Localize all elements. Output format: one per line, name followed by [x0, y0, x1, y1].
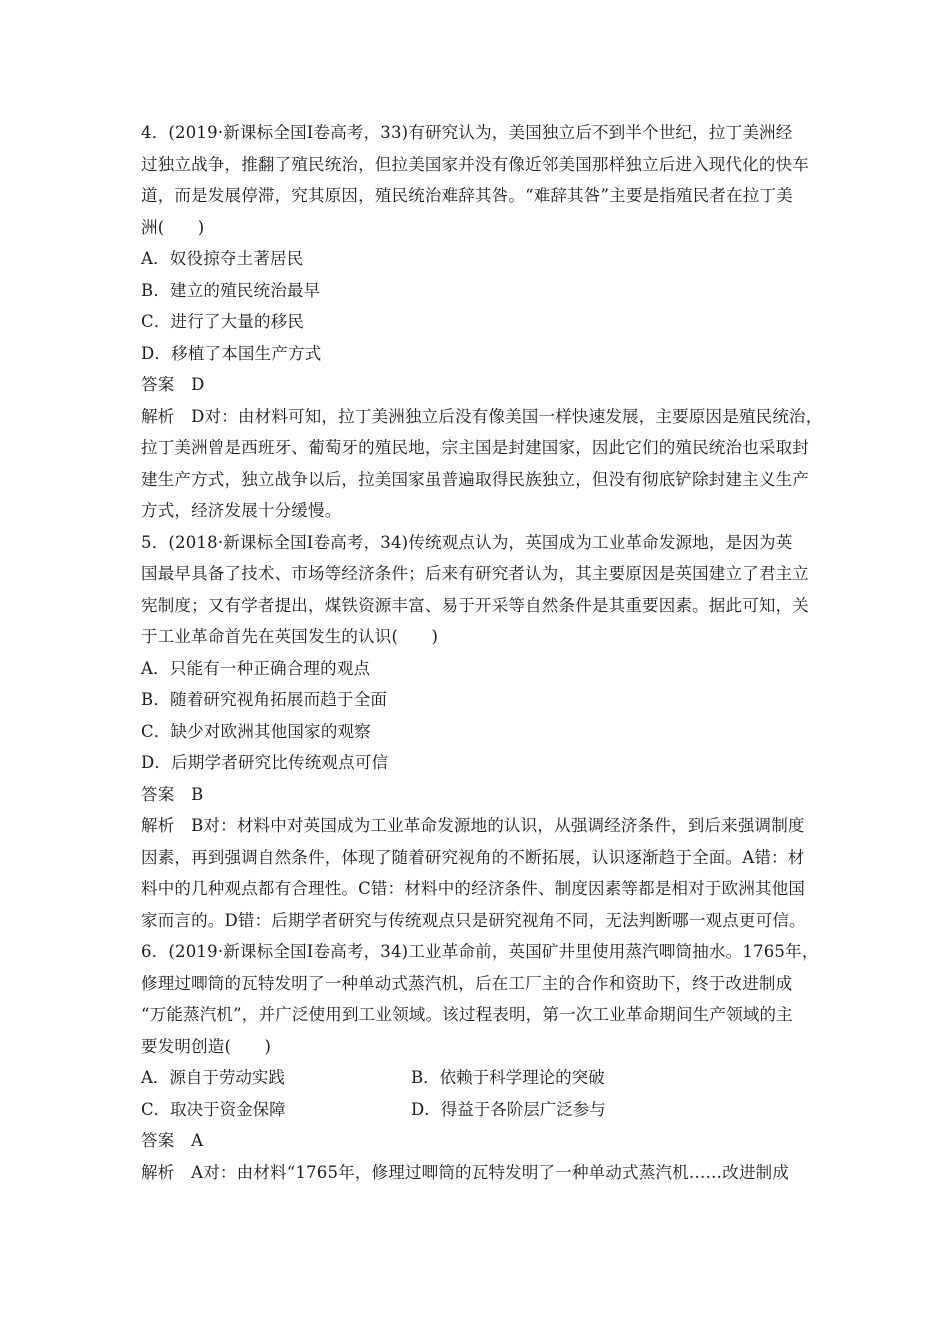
question-stem-line: 洲( ) [141, 217, 205, 237]
question-stem-line: 修理过唧筒的瓦特发明了一种单动式蒸汽机，后在工厂主的合作和资助下，终于改进制成 [141, 973, 793, 993]
option-a: A．源自于劳动实践 [141, 1068, 285, 1087]
analysis-line: 解析 D对：由材料可知，拉丁美洲独立后没有像美国一样快速发展，主要原因是殖民统治， [141, 406, 823, 426]
question-stem-line: 要发明创造( ) [141, 1036, 272, 1056]
option-b: B．建立的殖民统治最早 [141, 280, 321, 300]
question-stem-line: “万能蒸汽机”，并广泛使用到工业领域。该过程表明，第一次工业革命期间生产领域的主 [141, 1005, 793, 1024]
analysis-line: 方式，经济发展十分缓慢。 [141, 501, 342, 520]
option-c: C．取决于资金保障 [141, 1099, 286, 1119]
answer: 答案 A [141, 1131, 204, 1150]
question-4 [141, 117, 821, 527]
option-b: B．依赖于科学理论的突破 [411, 1068, 605, 1087]
question-stem-line: 国最早具备了技术、市场等经济条件；后来有研究者认为，其主要原因是英国建立了君主立 [141, 564, 809, 583]
options-row [141, 1094, 821, 1126]
document-page [141, 117, 821, 1188]
question-5 [141, 527, 821, 937]
analysis-line: 料中的几种观点都有合理性。C错：材料中的经济条件、制度因素等都是相对于欧洲其他国 [141, 879, 806, 898]
answer: 答案 D [141, 375, 205, 394]
question-stem-line: 5．(2018·新课标全国Ⅰ卷高考，34)传统观点认为，英国成为工业革命发源地，是因为英 [141, 532, 793, 552]
analysis-line: 解析 A对：由材料“1765年，修理过唧筒的瓦特发明了一种单动式蒸汽机……改进制成 [141, 1162, 790, 1182]
question-stem-line: 6．(2019·新课标全国Ⅰ卷高考，34)工业革命前，英国矿井里使用蒸汽唧筒抽水。1765年， [141, 942, 819, 961]
option-d: D．移植了本国生产方式 [141, 343, 322, 363]
option-a: A．奴役掠夺土著居民 [141, 249, 304, 268]
option-c: C．进行了大量的移民 [141, 312, 305, 331]
analysis-line: 解析 B对：材料中对英国成为工业革命发源地的认识，从强调经济条件，到后来强调制度 [141, 816, 805, 835]
analysis-line: 拉丁美洲曾是西班牙、葡萄牙的殖民地，宗主国是封建国家，因此它们的殖民统治也采取封 [141, 438, 809, 457]
question-6 [141, 936, 821, 1188]
option-b: B．随着研究视角拓展而趋于全面 [141, 690, 388, 709]
analysis-line: 建生产方式，独立战争以后，拉美国家虽普遍取得民族独立，但没有彻底铲除封建主义生产 [141, 469, 809, 489]
option-d: D．后期学者研究比传统观点可信 [141, 753, 389, 772]
option-c: C．缺少对欧洲其他国家的观察 [141, 721, 371, 741]
question-stem-line: 于工业革命首先在英国发生的认识( ) [141, 627, 439, 646]
option-a: A．只能有一种正确合理的观点 [141, 658, 371, 678]
options-row [141, 1062, 821, 1094]
question-stem-line: 4．(2019·新课标全国Ⅰ卷高考，33)有研究认为，美国独立后不到半个世纪，拉丁美洲经 [141, 123, 793, 142]
question-stem-line: 过独立战争，推翻了殖民统治，但拉美国家并没有像近邻美国那样独立后进入现代化的快车 [141, 154, 809, 174]
question-stem-line: 道，而是发展停滞，究其原因，殖民统治难辞其咎。“难辞其咎”主要是指殖民者在拉丁美 [141, 186, 793, 205]
option-d: D．得益于各阶层广泛参与 [411, 1099, 606, 1119]
answer: 答案 B [141, 784, 204, 804]
analysis-line: 家而言的。D错：后期学者研究与传统观点只是研究视角不同，无法判断哪一观点更可信。 [141, 910, 806, 930]
question-stem-line: 宪制度；又有学者提出，煤铁资源丰富、易于开采等自然条件是其重要因素。据此可知，关 [141, 595, 809, 615]
analysis-line: 因素，再到强调自然条件，体现了随着研究视角的不断拓展，认识逐渐趋于全面。A错：材 [141, 847, 805, 867]
